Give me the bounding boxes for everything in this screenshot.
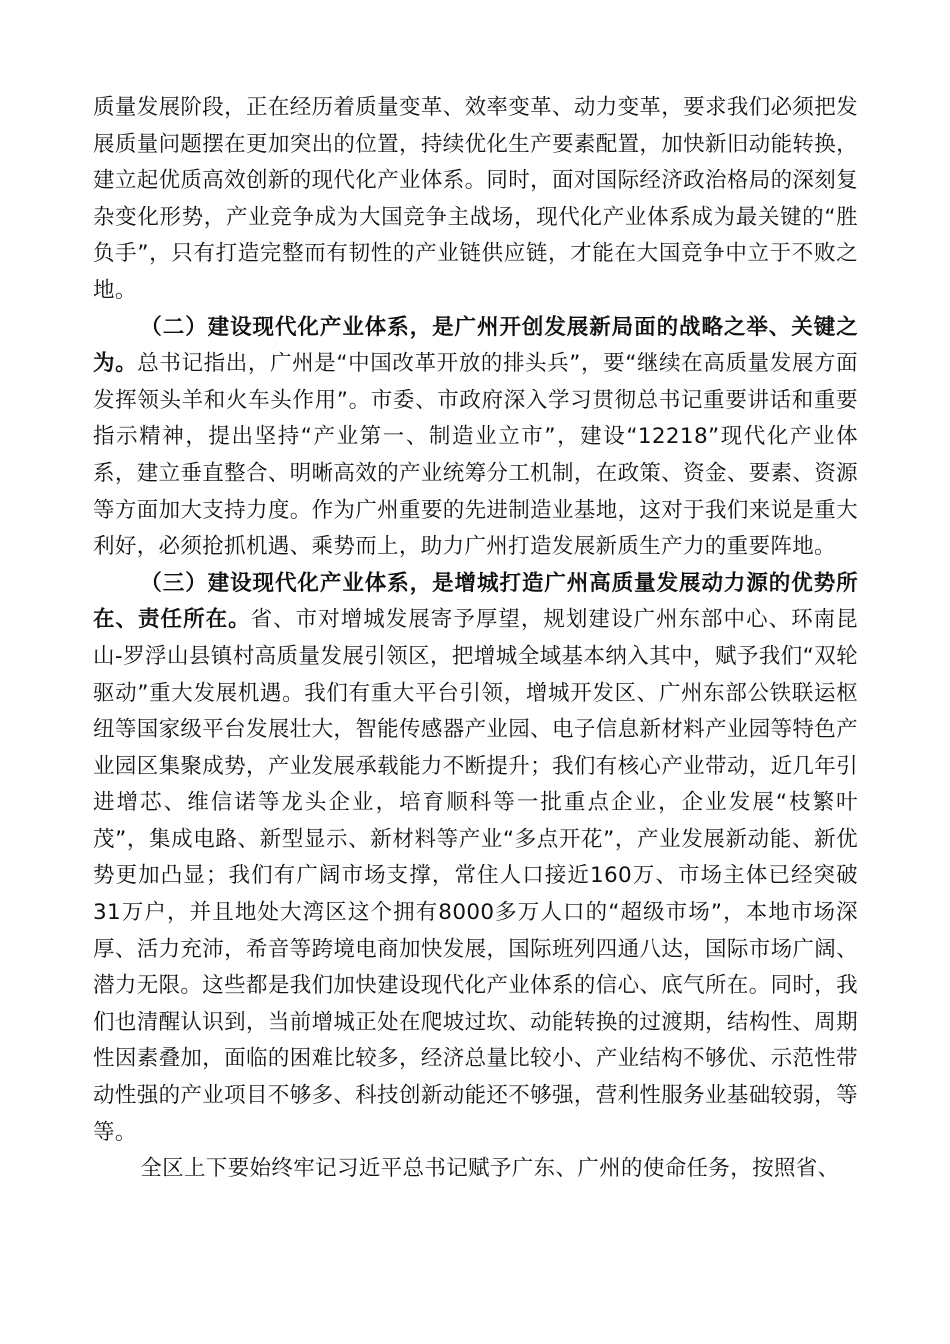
paragraph-section-2 <box>93 310 858 566</box>
paragraph-intro-continuation <box>93 90 858 310</box>
paragraph-section-3 <box>93 566 858 1152</box>
paragraph-text: 总书记指出，广州是“中国改革开放的排头兵”，要“继续在高质量发展方面发挥领头羊和火车头作用”。市委、市政府深入学习贯彻总书记重要讲话和重要指示精神，提出坚持“产业第一、制造业立市”，建设“12218”现代化产业体系，建立垂直整合、明晰高效的产业统筹分工机制，在政策、资金、要素、资源等方面加大支持力度。作为广州重要的先进制造业基地，这对于我们来说是重大利好，必须抢抓机遇、乘势而上，助力广州打造发展新质生产力的重要阵地。 <box>93 351 858 560</box>
section-heading: （三）建设现代化产业体系，是增城打造广州高质量发展动力源的优势所在、责任所在。 <box>93 570 858 633</box>
paragraph-text: 省、市对增城发展寄予厚望，规划建设广州东部中心、环南昆山-罗浮山县镇村高质量发展引领区，把增城全域基本纳入其中，赋予我们“双轮驱动”重大发展机遇。我们有重大平台引领，增城开发区、广州东部公铁联运枢纽等国家级平台发展壮大，智能传感器产业园、电子信息新材料产业园等特色产业园区集聚成势，产业发展承载能力不断提升；我们有核心产业带动，近几年引进增芯、维信诺等龙头企业，培育顺科等一批重点企业，企业发展“枝繁叶茂”，集成电路、新型显示、新材料等产业“多点开花”，产业发展新动能、新优势更加凸显；我们有广阔市场支撑，常住人口接近160万、市场主体已经突破31万户，并且地处大湾区这个拥有8000多万人口的“超级市场”，本地市场深厚、活力充沛，希音等跨境电商加快发展，国际班列四通八达，国际市场广阔、潜力无限。这些都是我们加快建设现代化产业体系的信心、底气所在。同时，我们也清醒认识到，当前增城正处在爬坡过坎、动能转换的过渡期，结构性、周期性因素叠加，面临的困难比较多，经济总量比较小、产业结构不够优、示范性带动性强的产业项目不够多、科技创新动能还不够强，营利性服务业基础较弱，等等。 <box>93 607 859 1145</box>
document-page <box>93 90 858 1188</box>
paragraph-text: 质量发展阶段，正在经历着质量变革、效率变革、动力变革，要求我们必须把发展质量问题摆在更加突出的位置，持续优化生产要素配置，加快新旧动能转换，建立起优质高效创新的现代化产业体系。同时，面对国际经济政治格局的深刻复杂变化形势，产业竞争成为大国竞争主战场，现代化产业体系成为最关键的“胜负手”，只有打造完整而有韧性的产业链供应链，才能在大国竞争中立于不败之地。 <box>93 95 858 303</box>
section-heading: （二）建设现代化产业体系，是广州开创发展新局面的战略之举、关键之为。 <box>93 314 858 377</box>
paragraph-closing <box>93 1151 858 1188</box>
paragraph-text: 全区上下要始终牢记习近平总书记赋予广东、广州的使命任务，按照省、 <box>140 1156 840 1182</box>
